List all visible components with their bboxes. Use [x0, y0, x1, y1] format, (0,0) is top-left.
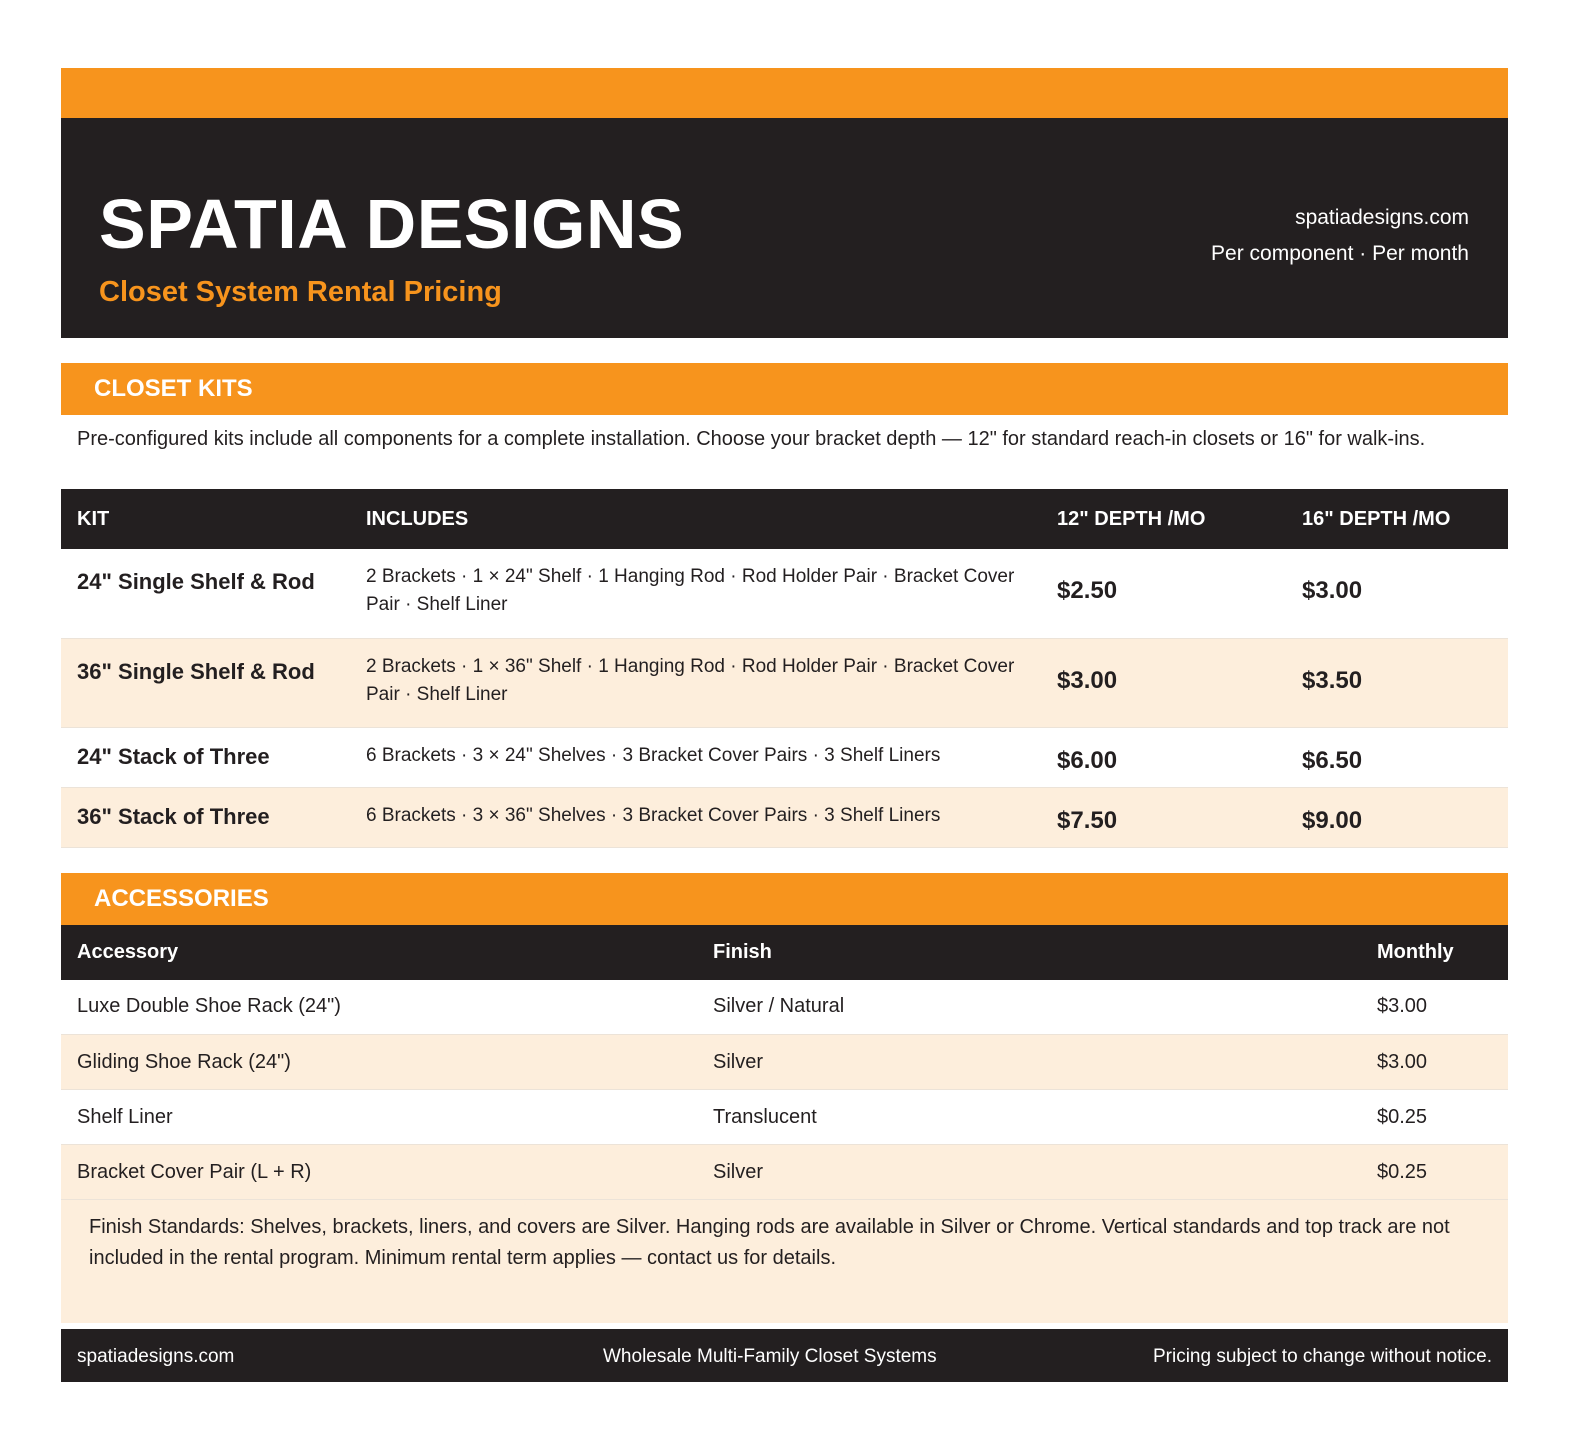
footer — [61, 1329, 1508, 1382]
header-website: spatiadesigns.com — [1295, 206, 1469, 229]
footer-tagline: Wholesale Multi-Family Closet Systems — [603, 1346, 937, 1367]
table-header-row — [61, 489, 1508, 549]
header-info — [1211, 200, 1469, 272]
table-row — [61, 1035, 1508, 1090]
kit-price-12: $3.00 — [1041, 638, 1286, 727]
kit-includes: 2 Brackets · 1 × 24" Shelf · 1 Hanging Rod · Rod Holder Pair · Bracket Cover Pair · Shelf Liner — [350, 549, 1041, 638]
accessory-monthly: $0.25 — [1361, 1090, 1508, 1145]
kit-includes: 6 Brackets · 3 × 24" Shelves · 3 Bracket Cover Pairs · 3 Shelf Liners — [350, 727, 1041, 787]
column-header-monthly: Monthly — [1361, 925, 1508, 980]
table-row — [61, 980, 1508, 1035]
accessory-name: Gliding Shoe Rack (24") — [61, 1035, 697, 1090]
closet-kits-heading: CLOSET KITS — [61, 363, 1508, 415]
table-row — [61, 787, 1508, 847]
footer-website: spatiadesigns.com — [77, 1346, 235, 1367]
page-subtitle: Closet System Rental Pricing — [99, 276, 502, 308]
accessory-name: Bracket Cover Pair (L + R) — [61, 1145, 697, 1200]
table-row — [61, 1145, 1508, 1200]
header — [61, 118, 1508, 338]
kit-price-12: $6.00 — [1041, 727, 1286, 787]
column-header-16-depth: 16" DEPTH /MO — [1286, 489, 1508, 549]
brand-title: SPATIA DESIGNS — [99, 185, 685, 263]
accessory-name: Luxe Double Shoe Rack (24") — [61, 980, 697, 1035]
kit-name: 24" Stack of Three — [61, 727, 350, 787]
kit-price-16: $6.50 — [1286, 727, 1508, 787]
price-sheet — [61, 68, 1508, 1382]
accent-top-bar — [61, 68, 1508, 118]
accessories-heading: ACCESSORIES — [61, 873, 1508, 925]
table-row — [61, 638, 1508, 727]
column-header-accessory: Accessory — [61, 925, 697, 980]
column-header-kit: KIT — [61, 489, 350, 549]
column-header-12-depth: 12" DEPTH /MO — [1041, 489, 1286, 549]
column-header-includes: INCLUDES — [350, 489, 1041, 549]
accessory-finish: Silver — [697, 1035, 1361, 1090]
kit-includes: 2 Brackets · 1 × 36" Shelf · 1 Hanging Rod · Rod Holder Pair · Bracket Cover Pair · Shelf Liner — [350, 638, 1041, 727]
finish-standards-note: Finish Standards: Shelves, brackets, liners, and covers are Silver. Hanging rods are available in Silver or Chrome. Vertical standards and top track are not included in the rental program. Minimum rental term applies — contact us for details. — [61, 1200, 1508, 1323]
accessory-name: Shelf Liner — [61, 1090, 697, 1145]
accessory-monthly: $0.25 — [1361, 1145, 1508, 1200]
accessories-table — [61, 925, 1508, 1201]
column-header-finish: Finish — [697, 925, 1361, 980]
kit-includes: 6 Brackets · 3 × 36" Shelves · 3 Bracket Cover Pairs · 3 Shelf Liners — [350, 787, 1041, 847]
accessory-finish: Translucent — [697, 1090, 1361, 1145]
kit-price-16: $3.50 — [1286, 638, 1508, 727]
kit-price-12: $7.50 — [1041, 787, 1286, 847]
accessory-monthly: $3.00 — [1361, 1035, 1508, 1090]
table-row — [61, 549, 1508, 638]
kit-name: 36" Single Shelf & Rod — [61, 638, 350, 727]
footer-disclaimer: Pricing subject to change without notice. — [1152, 1346, 1492, 1367]
accessory-finish: Silver — [697, 1145, 1361, 1200]
header-tagline: Per component · Per month — [1211, 242, 1469, 265]
kit-price-16: $3.00 — [1286, 549, 1508, 638]
kit-name: 24" Single Shelf & Rod — [61, 549, 350, 638]
table-row — [61, 1090, 1508, 1145]
table-row — [61, 727, 1508, 787]
accessory-monthly: $3.00 — [1361, 980, 1508, 1035]
closet-kits-table — [61, 489, 1508, 848]
kit-name: 36" Stack of Three — [61, 787, 350, 847]
kit-price-12: $2.50 — [1041, 549, 1286, 638]
kit-price-16: $9.00 — [1286, 787, 1508, 847]
accessory-finish: Silver / Natural — [697, 980, 1361, 1035]
closet-kits-description: Pre-configured kits include all components for a complete installation. Choose your bracket depth — 12" for standard reach-in closets or 16" for walk-ins. — [77, 428, 1426, 450]
table-header-row — [61, 925, 1508, 980]
